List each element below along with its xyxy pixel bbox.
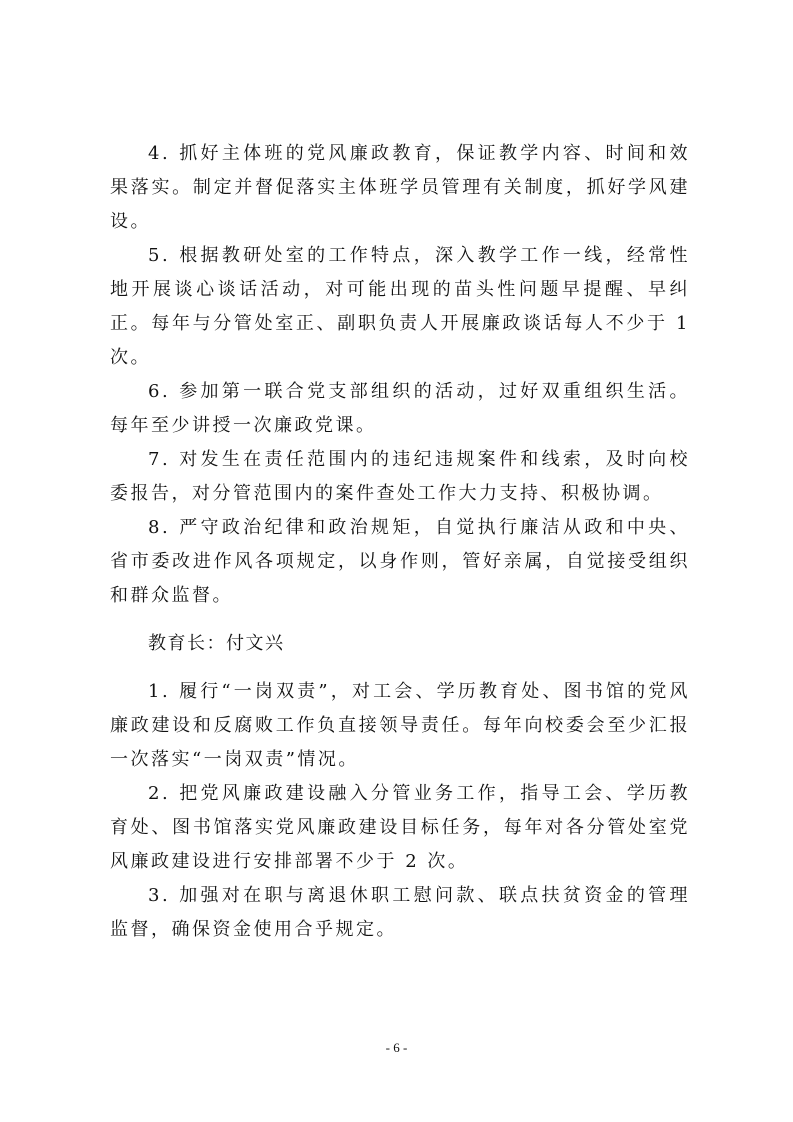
director-duty-item-3: 3. 加强对在职与离退休职工慰问款、联点扶贫资金的管理监督，确保资金使用合乎规定。 [110, 885, 690, 940]
section-heading-education-director: 教育长：付文兴 [148, 633, 285, 654]
duty-item-8: 8. 严守政治纪律和政治规矩，自觉执行廉洁从政和中央、省市委改进作风各项规定，以身作则，管好亲属，自觉接受组织和群众监督。 [110, 517, 690, 606]
duty-item-7: 7. 对发生在责任范围内的违纪违规案件和线索，及时向校委报告，对分管范围内的案件查处工作大力支持、积极协调。 [110, 449, 690, 504]
document-body [110, 137, 690, 947]
director-duty-item-1: 1. 履行“一岗双责”，对工会、学历教育处、图书馆的党风廉政建设和反腐败工作负直接领导责任。每年向校委会至少汇报一次落实“一岗双责”情况。 [110, 681, 690, 770]
page-number: - 6 - [385, 1040, 408, 1055]
duty-item-5: 5. 根据教研处室的工作特点，深入教学工作一线，经常性地开展谈心谈话活动，对可能出现的苗头性问题早提醒、早纠正。每年与分管处室正、副职负责人开展廉政谈话每人不少于 1 次。 [110, 245, 690, 368]
duty-item-4: 4. 抓好主体班的党风廉政教育，保证教学内容、时间和效果落实。制定并督促落实主体班学员管理有关制度，抓好学风建设。 [110, 143, 690, 232]
director-duty-item-2: 2. 把党风廉政建设融入分管业务工作，指导工会、学历教育处、图书馆落实党风廉政建设目标任务，每年对各分管处室党风廉政建设进行安排部署不少于 2 次。 [110, 783, 690, 872]
duty-item-6: 6. 参加第一联合党支部组织的活动，过好双重组织生活。每年至少讲授一次廉政党课。 [110, 381, 690, 436]
